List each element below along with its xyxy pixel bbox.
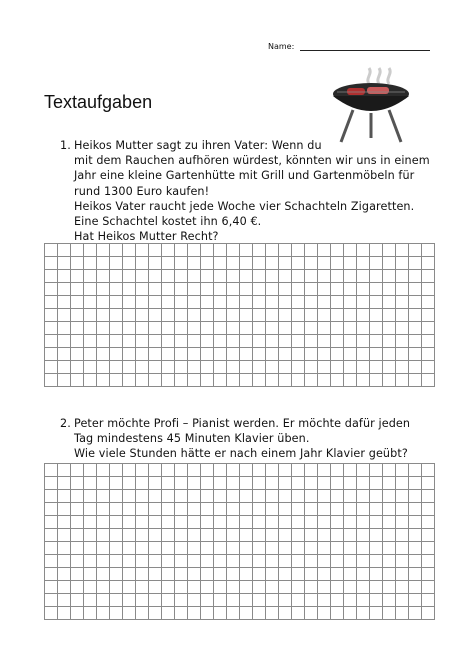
name-blank-line — [300, 50, 430, 51]
task-2-number: 2. — [60, 417, 71, 430]
answer-grid-2 — [44, 463, 435, 620]
task-1-line: Heikos Mutter sagt zu ihren Vater: Wenn du — [74, 139, 322, 152]
task-1-line: Hat Heikos Mutter Recht? — [74, 230, 219, 244]
answer-grid-1 — [44, 243, 435, 387]
name-field — [268, 42, 294, 51]
page-title: Textaufgaben — [44, 92, 153, 112]
task-1-line: Jahr eine kleine Gartenhütte mit Grill und Gartenmöbeln für — [74, 169, 415, 183]
task-1-line: Eine Schachtel kostet ihn 6,40 €. — [74, 215, 262, 229]
task-1 — [60, 138, 430, 244]
task-2-line: Tag mindestens 45 Minuten Klavier üben. — [74, 432, 310, 446]
task-2-line: Wie viele Stunden hätte er nach einem Jahr Klavier geübt? — [74, 447, 408, 461]
task-1-line: rund 1300 Euro kaufen! — [74, 184, 210, 198]
task-1-line: Heikos Vater raucht jede Woche vier Schachteln Zigaretten. — [74, 199, 415, 213]
task-2-line: Peter möchte Profi – Pianist werden. Er möchte dafür jeden — [74, 417, 411, 430]
task-2 — [60, 416, 410, 462]
barbecue-grill-icon — [325, 66, 417, 146]
name-label: Name: — [268, 42, 295, 51]
task-1-number: 1. — [60, 139, 71, 152]
task-1-line: mit dem Rauchen aufhören würdest, könnten wir uns in einem — [74, 154, 430, 168]
